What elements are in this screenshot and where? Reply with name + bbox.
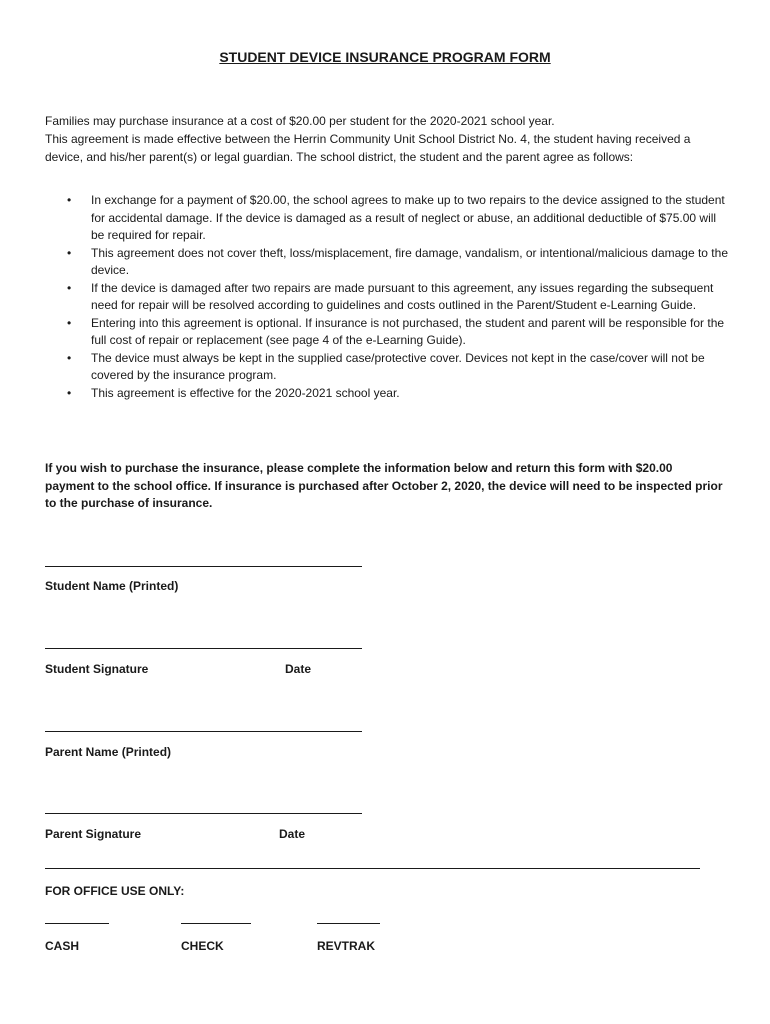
parent-name-label: Parent Name (Printed) — [45, 745, 172, 759]
office-use-heading: FOR OFFICE USE ONLY: — [45, 884, 185, 898]
list-item — [45, 192, 730, 245]
list-item-text: In exchange for a payment of $20.00, the school agrees to make up to two repairs to the device assigned to the student for accidental damage. If the device is damaged as a result of neglect or abuse, an additional deductible of $75.00 will be required for repair. — [91, 193, 725, 242]
student-date-label: Date — [285, 662, 312, 676]
list-item — [45, 385, 730, 403]
student-name-label: Student Name (Printed) — [45, 579, 179, 593]
check-field[interactable] — [181, 923, 251, 924]
cash-label: CASH — [45, 939, 80, 953]
intro-agreement-text: This agreement is made effective between the Herrin Community Unit School District No. 4, the student having received a device, and his/her parent(s) or legal guardian. The school district, the student and the parent agree as follows: — [45, 132, 691, 164]
list-item — [45, 350, 730, 385]
revtrak-field[interactable] — [317, 923, 380, 924]
bullet-icon: • — [67, 315, 72, 330]
student-name-field[interactable] — [45, 566, 362, 567]
purchase-instructions: If you wish to purchase the insurance, please complete the information below and return this form with $20.00 payment to the school office. If insurance is purchased after October 2, 2020, the device will need to be inspected prior to the purchase of insurance. — [45, 461, 723, 510]
parent-date-label: Date — [279, 827, 306, 841]
check-label: CHECK — [181, 939, 224, 953]
student-signature-label: Student Signature — [45, 662, 149, 676]
student-signature-field[interactable] — [45, 648, 362, 649]
form-title: STUDENT DEVICE INSURANCE PROGRAM FORM — [219, 49, 551, 65]
cash-field[interactable] — [45, 923, 109, 924]
bullet-icon: • — [67, 245, 72, 260]
terms-list — [45, 192, 730, 402]
intro-section — [45, 112, 730, 166]
list-item-text: This agreement is effective for the 2020-2021 school year. — [91, 385, 400, 400]
office-divider — [45, 868, 700, 869]
revtrak-label: REVTRAK — [317, 939, 376, 953]
list-item-text: Entering into this agreement is optional. If insurance is not purchased, the student and parent will be responsible for the full cost of repair or replacement (see page 4 of the e-Learning Guide). — [91, 315, 725, 347]
list-item — [45, 245, 730, 280]
intro-cost-text: Families may purchase insurance at a cost of $20.00 per student for the 2020-2021 school year. — [45, 114, 555, 128]
bullet-icon: • — [67, 193, 72, 207]
parent-signature-field[interactable] — [45, 813, 362, 814]
bullet-icon: • — [67, 350, 72, 365]
bullet-icon: • — [67, 385, 72, 400]
list-item — [45, 315, 730, 350]
parent-name-field[interactable] — [45, 731, 362, 732]
parent-signature-label: Parent Signature — [45, 827, 142, 841]
list-item-text: If the device is damaged after two repairs are made pursuant to this agreement, any issues regarding the subsequent need for repair will be resolved according to guidelines and costs outlined in the Parent/Student e-Learning Guide. — [91, 280, 714, 312]
bullet-icon: • — [67, 280, 72, 295]
list-item — [45, 280, 730, 315]
list-item-text: The device must always be kept in the supplied case/protective cover. Devices not kept in the case/cover will not be covered by the insurance program. — [91, 350, 705, 382]
list-item-text: This agreement does not cover theft, loss/misplacement, fire damage, vandalism, or intentional/malicious damage to the device. — [91, 245, 728, 277]
